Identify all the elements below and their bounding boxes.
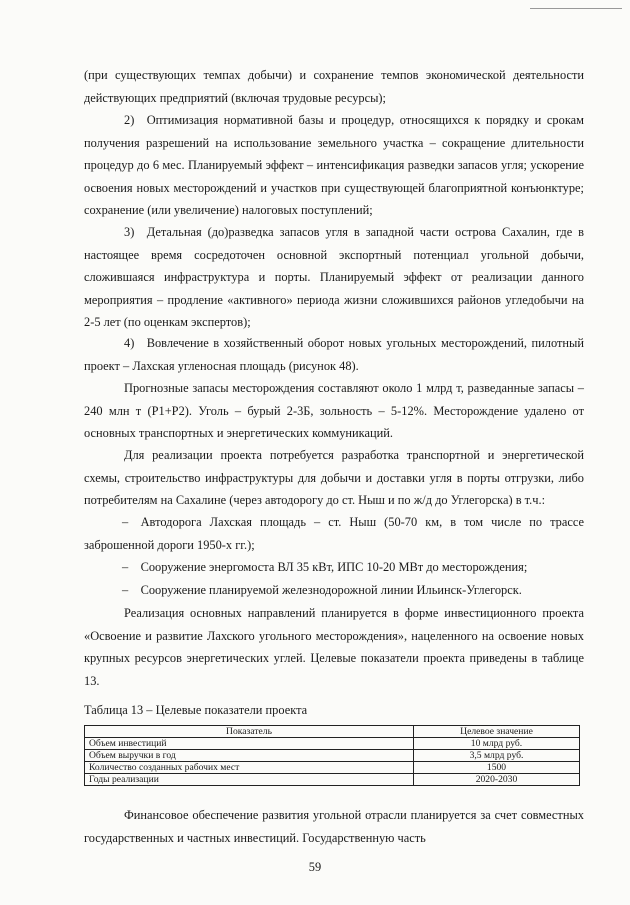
paragraph-project: Реализация основных направлений планируется в форме инвестиционного проекта «Освоение и развитие Лахского угольного месторождения», нацеленного на освоение новых крупных ресурсов энергетических углей. Целевые показатели проекта приведены в таблице 13. [84, 606, 584, 688]
page-number: 59 [308, 860, 322, 874]
paragraph-infrastructure: Для реализации проекта потребуется разработка транспортной и энергетической схемы, строительство инфраструктуры для добычи и доставки угля в порты отгрузки, либо потребителям на Сахалине (через автодорогу до ст. Ныш и по ж/д до Углегорска) в т.ч.: [84, 448, 584, 508]
list-item-4: 4) Вовлечение в хозяйственный оборот новых угольных месторождений, пилотный проект – Лахская угленосная площадь (рисунок 48). [84, 336, 584, 373]
table-cell-indicator: Объем инвестиций [85, 738, 414, 750]
dash-item-energy: – Сооружение энергомоста ВЛ 35 кВт, ИПС 10-20 МВт до месторождения; [122, 560, 528, 574]
table-cell-indicator: Количество созданных рабочих мест [85, 762, 414, 774]
table-caption: Таблица 13 – Целевые показатели проекта [84, 703, 308, 717]
paragraph-financing: Финансовое обеспечение развития угольной отрасли планируется за счет совместных государственных и частных инвестиций. Государственную часть [84, 808, 584, 845]
header-rule [530, 8, 622, 9]
table-cell-value: 2020-2030 [414, 774, 580, 786]
table-cell-value: 10 млрд руб. [414, 738, 580, 750]
list-item-3: 3) Детальная (до)разведка запасов угля в западной части острова Сахалин, где в настоящее время сосредоточен основной экспортный потенциал угольной добычи, сложившаяся инфраструктура и порты. Планируемый эффект от реализации данного мероприятия – продление «активного» периода жизни сложившихся районов угледобычи на 2-5 лет (по оценкам экспертов); [84, 225, 584, 330]
table-row [85, 750, 580, 762]
paragraph-reserves: Прогнозные запасы месторождения составляют около 1 млрд т, разведанные запасы – 240 млн т (Р1+Р2). Уголь – бурый 2-3Б, зольность – 5-12%. Месторождение удалено от основных транспортных и энергетических коммуникаций. [84, 381, 584, 441]
paragraph-continuation: (при существующих темпах добычи) и сохранение темпов экономической деятельности действующих предприятий (включая трудовые ресурсы); [84, 68, 584, 105]
table-cell-indicator: Годы реализации [85, 774, 414, 786]
table-row [85, 738, 580, 750]
table-cell-indicator: Объем выручки в год [85, 750, 414, 762]
list-item-2: 2) Оптимизация нормативной базы и процедур, относящихся к порядку и срокам получения разрешений на использование земельного участка – сокращение длительности процедур до 6 мес. Планируемый эффект – интенсификация разведки запасов угля; ускорение освоения новых месторождений и участков при существующей благоприятной конъюнктуре; сохранение (или увеличение) налоговых поступлений; [84, 113, 584, 218]
table-cell-value: 1500 [414, 762, 580, 774]
dash-item-railway: – Сооружение планируемой железнодорожной линии Ильинск-Углегорск. [122, 583, 522, 597]
table-row [85, 762, 580, 774]
table-header-target: Целевое значение [414, 726, 580, 738]
target-indicators-table [84, 725, 580, 786]
dash-item-road: – Автодорога Лахская площадь – ст. Ныш (50-70 км, в том числе по трассе заброшенной дороги 1950-х гг.); [84, 515, 584, 552]
table-header-indicator: Показатель [85, 726, 414, 738]
table-header-row [85, 726, 580, 738]
table-row [85, 774, 580, 786]
table-cell-value: 3,5 млрд руб. [414, 750, 580, 762]
